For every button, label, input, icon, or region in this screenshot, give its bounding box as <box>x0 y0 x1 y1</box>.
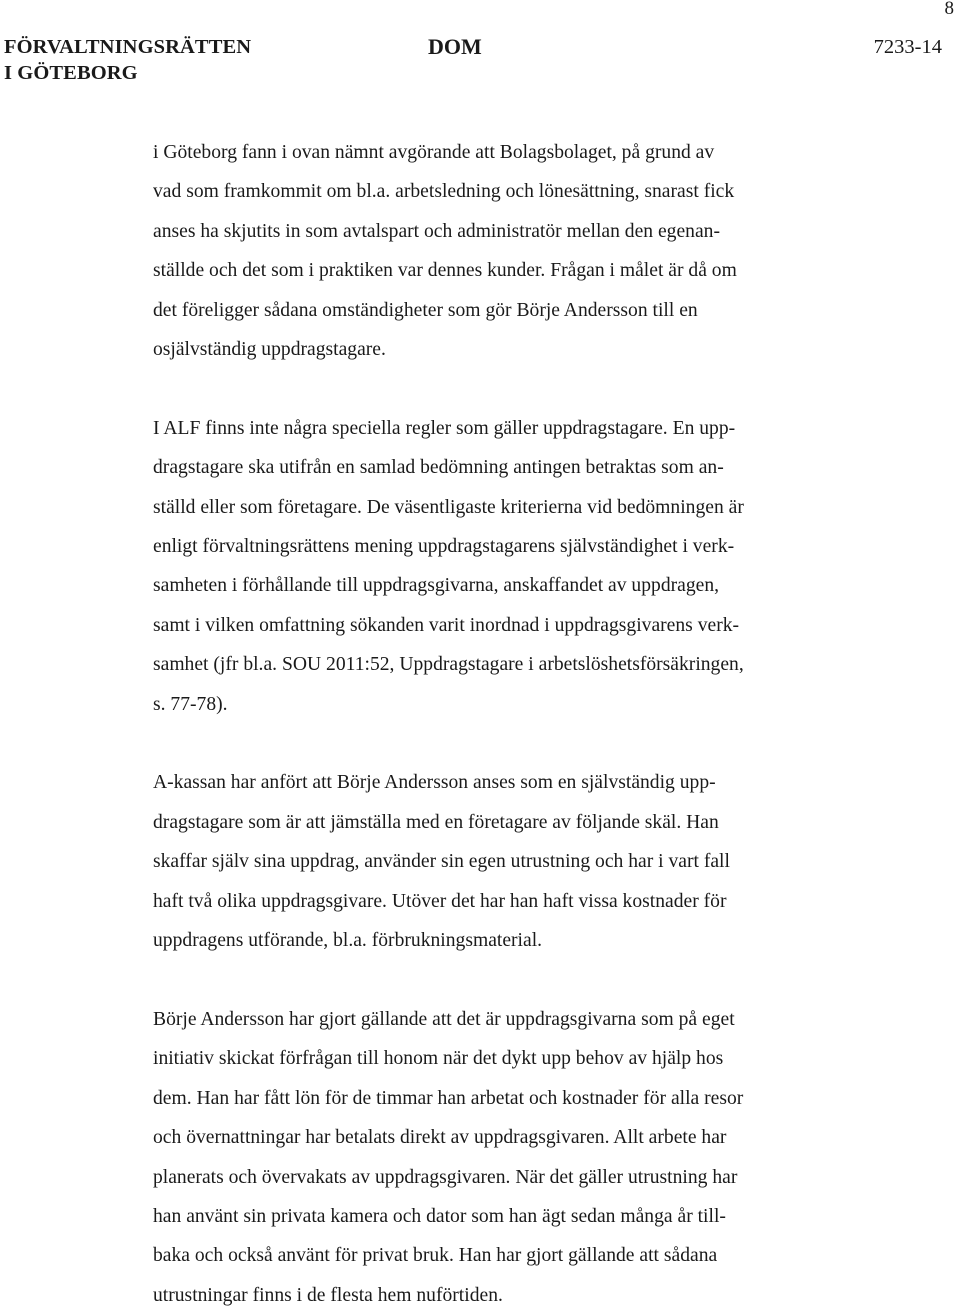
text-line: baka och också använt för privat bruk. Han har gjort gällande att sådana <box>153 1245 718 1267</box>
paragraph <box>153 1000 853 1315</box>
court-name <box>4 34 251 86</box>
text-line: planerats och övervakats av uppdragsgivaren. När det gäller utrustning har <box>153 1166 738 1188</box>
case-number: 7233-14 <box>873 36 942 58</box>
court-name-line-2: I GÖTEBORG <box>4 62 138 84</box>
paragraph <box>153 409 853 724</box>
text-line: I ALF finns inte några speciella regler som gäller uppdragstagare. En upp- <box>153 417 736 439</box>
text-line: utrustningar finns i de flesta hem nuförtiden. <box>153 1284 503 1306</box>
text-line: vad som framkommit om bl.a. arbetsledning och lönesättning, snarast fick <box>153 181 735 203</box>
text-line: dem. Han har fått lön för de timmar han arbetat och kostnader för alla resor <box>153 1087 744 1109</box>
page-number: 8 <box>944 0 954 19</box>
text-line: och övernattningar har betalats direkt av uppdragsgivaren. Allt arbete har <box>153 1127 727 1149</box>
document-type: DOM <box>428 34 482 59</box>
paragraph <box>153 133 853 369</box>
document-header <box>4 34 942 90</box>
document-body <box>153 133 853 1315</box>
text-line: initiativ skickat förfrågan till honom när det dykt upp behov av hjälp hos <box>153 1048 724 1070</box>
text-line: dragstagare ska utifrån en samlad bedömning antingen betraktas som an- <box>153 457 724 479</box>
text-line: samheten i förhållande till uppdragsgivarna, anskaffandet av uppdragen, <box>153 575 720 597</box>
text-line: anses ha skjutits in som avtalspart och administratör mellan den egenan- <box>153 220 720 242</box>
text-line: A-kassan har anfört att Börje Andersson anses som en självständig upp- <box>153 772 716 794</box>
court-name-line-1: FÖRVALTNINGSRÄTTEN <box>4 36 252 58</box>
text-line: det föreligger sådana omständigheter som gör Börje Andersson till en <box>153 299 698 321</box>
paragraph <box>153 763 853 960</box>
text-line: ställd eller som företagare. De väsentligaste kriterierna vid bedömningen är <box>153 496 744 518</box>
text-line: skaffar själv sina uppdrag, använder sin egen utrustning och har i vart fall <box>153 851 730 873</box>
text-line: samt i vilken omfattning sökanden varit inordnad i uppdragsgivarens verk- <box>153 614 740 636</box>
text-line: ställde och det som i praktiken var dennes kunder. Frågan i målet är då om <box>153 260 737 282</box>
text-line: enligt förvaltningsrättens mening uppdragstagarens självständighet i verk- <box>153 536 735 558</box>
text-line: han använt sin privata kamera och dator som han ägt sedan många år till- <box>153 1205 726 1227</box>
text-line: i Göteborg fann i ovan nämnt avgörande att Bolagsbolaget, på grund av <box>153 142 715 163</box>
text-line: haft två olika uppdragsgivare. Utöver det har han haft vissa kostnader för <box>153 890 727 912</box>
text-line: samhet (jfr bl.a. SOU 2011:52, Uppdragstagare i arbetslöshetsförsäkringen, <box>153 654 744 676</box>
text-line: s. 77-78). <box>153 693 228 715</box>
text-line: osjälvständig uppdragstagare. <box>153 339 386 361</box>
text-line: uppdragens utförande, bl.a. förbrukningsmaterial. <box>153 930 543 952</box>
text-line: dragstagare som är att jämställa med en företagare av följande skäl. Han <box>153 811 719 833</box>
text-line: Börje Andersson har gjort gällande att det är uppdragsgivarna som på eget <box>153 1008 735 1030</box>
